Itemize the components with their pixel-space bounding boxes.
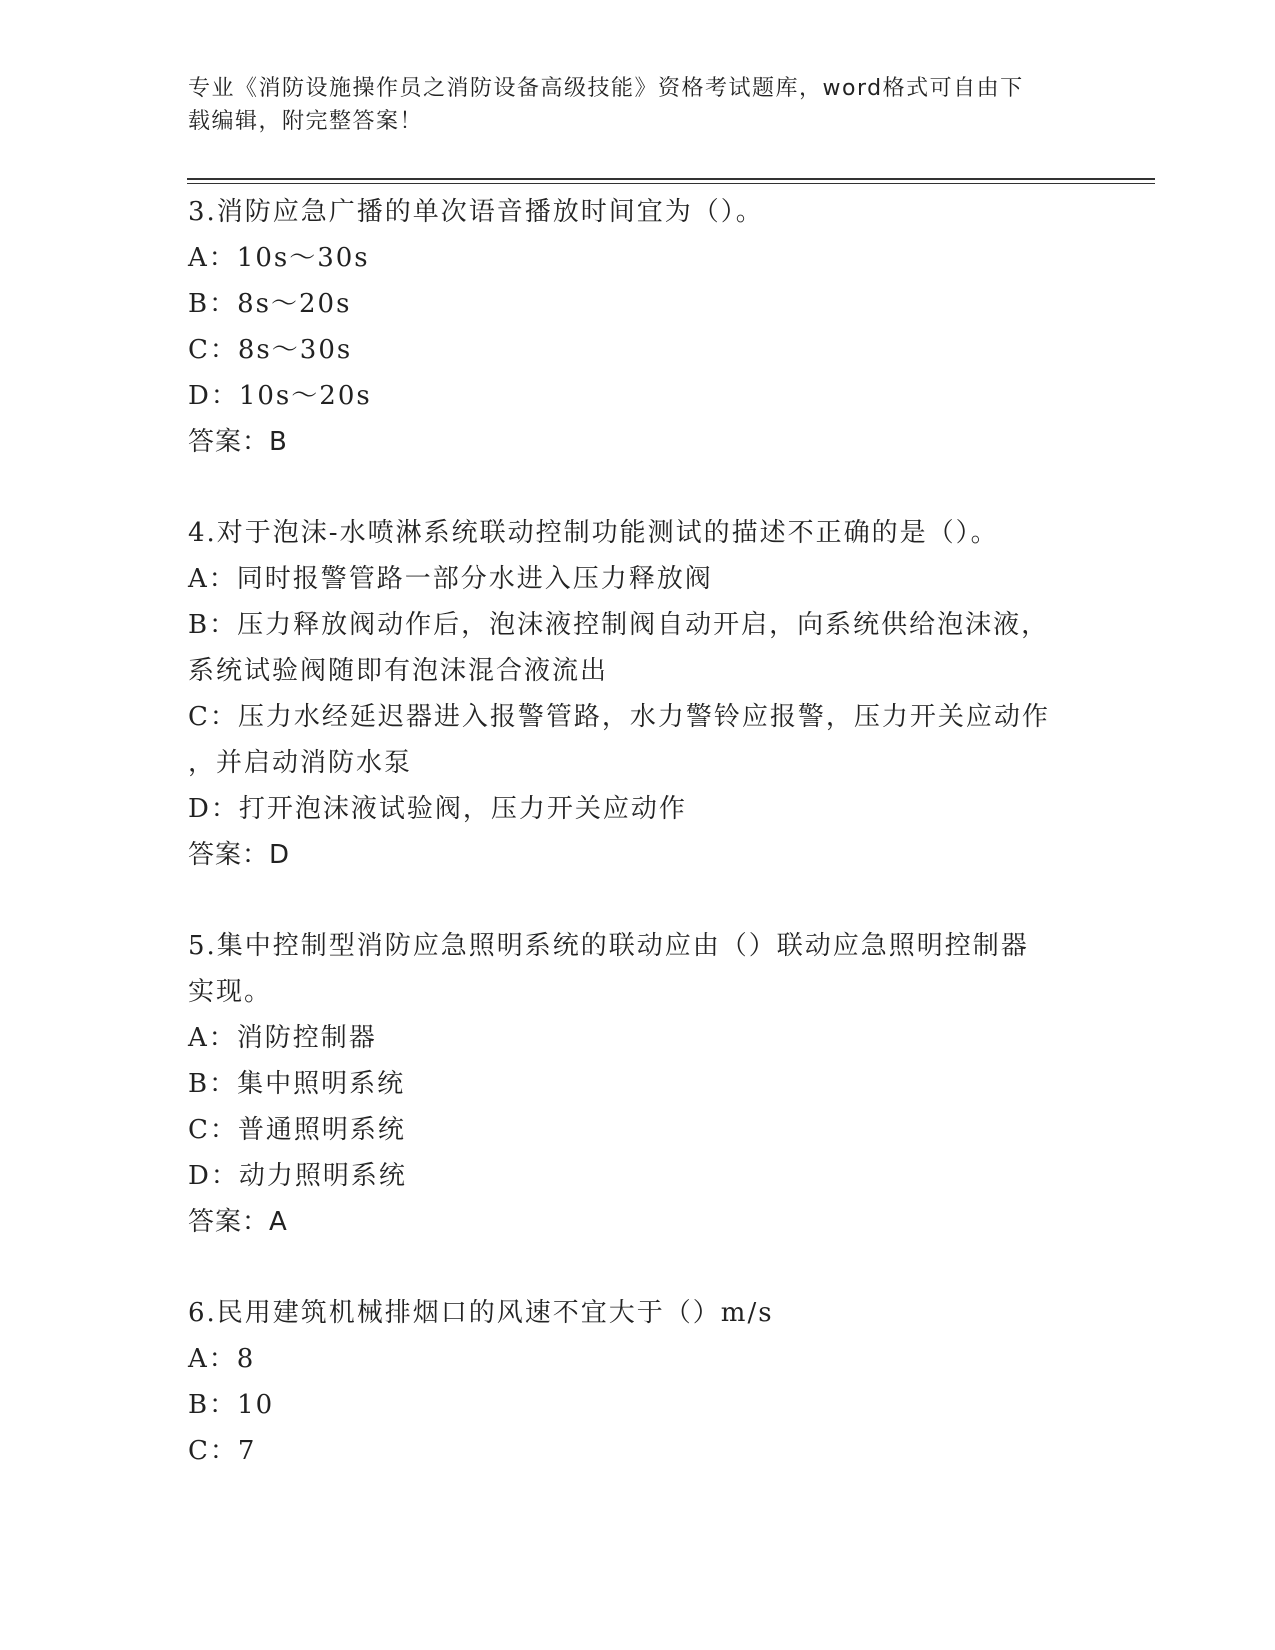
- question-list: [188, 189, 1088, 1519]
- answer-option: B：8s～20s: [188, 289, 352, 319]
- header-line-2: 载编辑，附完整答案！: [188, 109, 424, 134]
- answer-option: D：打开泡沫液试验阀，压力开关应动作: [188, 794, 687, 824]
- answer-option: A：10s～30s: [188, 243, 370, 273]
- question-stem: 3.消防应急广播的单次语音播放时间宜为（）。: [188, 197, 764, 227]
- header-line-1: 专业《消防设施操作员之消防设备高级技能》资格考试题库，word格式可自由下: [188, 76, 1024, 101]
- answer-option: D：动力照明系统: [188, 1161, 407, 1191]
- question-block: [188, 510, 1088, 878]
- answer-option: B：集中照明系统: [188, 1069, 406, 1099]
- answer-option: B：压力释放阀动作后，泡沫液控制阀自动开启，向系统供给泡沫液，: [188, 610, 1050, 640]
- answer-key: 答案：B: [188, 427, 288, 457]
- header-divider-thin: [187, 183, 1155, 184]
- question-block: [188, 923, 1088, 1245]
- answer-option: C：压力水经延迟器进入报警管路，水力警铃应报警，压力开关应动作: [188, 702, 1050, 732]
- answer-option: 系统试验阀随即有泡沫混合液流出: [188, 656, 609, 686]
- answer-option: C：7: [188, 1436, 257, 1466]
- answer-key: 答案：A: [188, 1207, 288, 1237]
- answer-key: 答案：D: [188, 840, 291, 870]
- answer-option: A：8: [188, 1344, 256, 1374]
- question-stem: 实现。: [188, 977, 273, 1007]
- question-stem: 5.集中控制型消防应急照明系统的联动应由（）联动应急照明控制器: [188, 931, 1029, 961]
- question-stem: 4.对于泡沫-水喷淋系统联动控制功能测试的描述不正确的是（）。: [188, 518, 999, 548]
- header-divider-thick: [187, 178, 1155, 180]
- answer-option: D：10s～20s: [188, 381, 372, 411]
- document-header: [188, 72, 1088, 138]
- question-block: [188, 189, 1088, 465]
- question-stem: 6.民用建筑机械排烟口的风速不宜大于（）m/s: [188, 1298, 774, 1328]
- answer-option: A：消防控制器: [188, 1023, 377, 1053]
- answer-option: ，并启动消防水泵: [188, 748, 413, 778]
- question-block: [188, 1290, 1088, 1474]
- answer-option: A：同时报警管路一部分水进入压力释放阀: [188, 564, 713, 594]
- answer-option: C：普通照明系统: [188, 1115, 406, 1145]
- answer-option: C：8s～30s: [188, 335, 353, 365]
- answer-option: B：10: [188, 1390, 275, 1420]
